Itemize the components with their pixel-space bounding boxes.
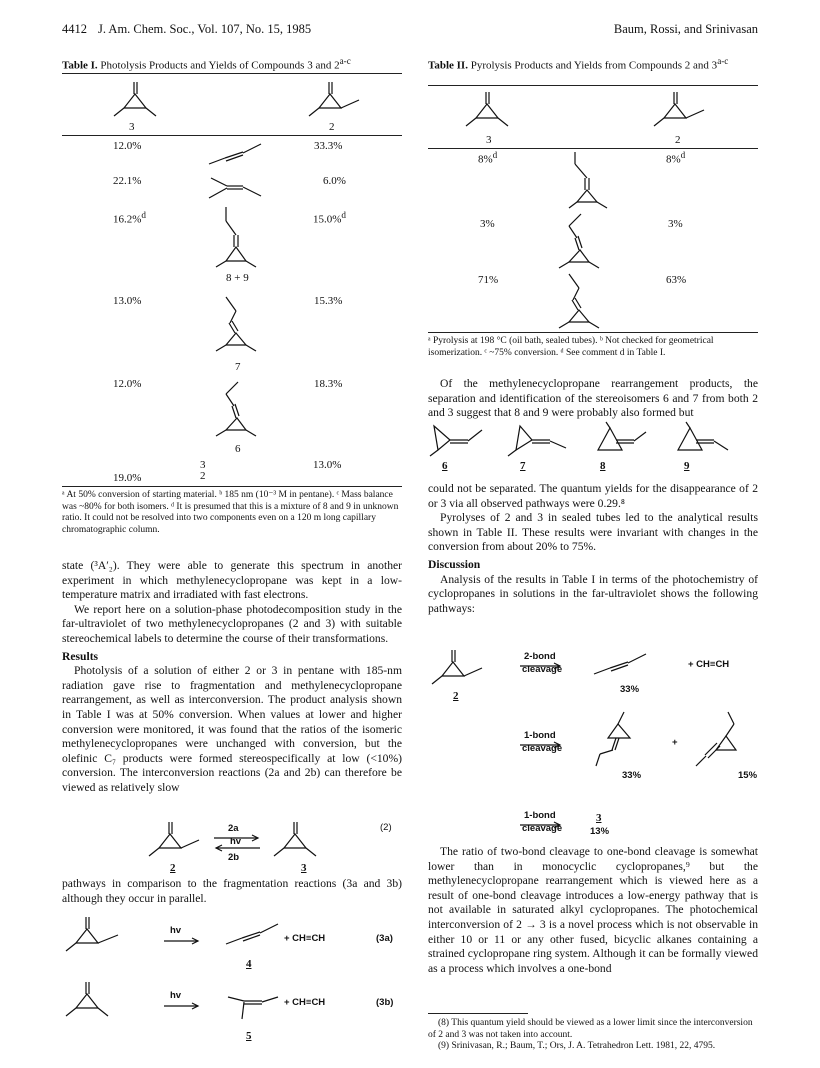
footnote-separator <box>428 1013 528 1014</box>
scheme-acetylene: + CH≡CH <box>688 659 730 670</box>
table1-row2-right: 6.0% <box>323 175 346 187</box>
scheme-yield-33b: 33% <box>622 770 642 781</box>
eq3a-number: (3a) <box>376 933 393 944</box>
structures-6-7-8-9 <box>428 420 758 460</box>
right-column-text <box>428 482 758 616</box>
references <box>428 1018 758 1053</box>
compound-4-label: 4 <box>246 958 252 970</box>
scheme-1bond-b: 1-bond <box>524 810 556 821</box>
table1-top-rule <box>62 73 402 74</box>
table1-caption-text: Photolysis Products and Yields of Compounds 3 and 2 <box>100 59 340 72</box>
scheme-product-7 <box>694 710 744 770</box>
structure-label-6: 6 <box>442 460 448 472</box>
table1-row6-right: 13.0% <box>313 459 342 471</box>
scheme-cleavage-1: cleavage <box>522 664 563 675</box>
journal-citation: J. Am. Chem. Soc., Vol. 107, No. 15, 1985 <box>98 22 312 36</box>
table2-caption-sup: a-c <box>717 56 729 66</box>
table1-footnote: ᵃ At 50% conversion of starting material. ᵇ 185 nm (10⁻³ M in pentane). ᶜ Mass balance was ~80% for both isomers. ᵈ It is presumed that this is a mixture of 8 and 9 in unknown ratio. It could not be resolved into two components even on a 120 m long capillary chromatographic column. <box>62 490 399 535</box>
eq2-structure-2 <box>145 820 205 860</box>
table2-caption-text: Pyrolysis Products and Yields from Compounds 2 and 3 <box>470 59 718 72</box>
table2-col-2: 2 <box>675 134 681 146</box>
table1-col-3: 3 <box>129 121 135 133</box>
eq3b-reactant <box>62 980 122 1020</box>
paragraph-results: Photolysis of a solution of either 2 or 3 in pentane with 185-nm radiation gave rise to fragmentation and methylenecyclopropane rearrangement, as well as interconversion. The product analysis shown in Table I was at 50% conversion. When values at lower and higher conversion were monitored, it was found that the ratios of the isomeric methylenecyclopropanes were unchanged with conversion, but the olefinic C₇ products were formed stereospecifically at low (<10%) conversion. The interconversion reactions (2a and 2b) can therefore be viewed as relatively slow <box>62 664 402 794</box>
table1-row1-right: 33.3% <box>314 140 343 152</box>
table2-row3-right: 63% <box>666 274 687 286</box>
table2-footnote: ᵃ Pyrolysis at 198 °C (oil bath, sealed tubes). ᵇ Not checked for geometrical isomerization. ᶜ ~75% conversion. ᵈ See comment d in Table I. <box>428 336 714 358</box>
paragraph-analysis: Analysis of the results in Table I in terms of the photochemistry of cyclopropanes in solutions in the far-ultraviolet shows the following pathways: <box>428 572 758 615</box>
scheme-yield-33a: 33% <box>620 684 640 695</box>
eq2-hv: hv <box>230 836 242 847</box>
table1-row6-label-b: 2 <box>200 470 206 482</box>
table1-row1-structure <box>205 140 265 170</box>
table2-top-rule <box>428 85 758 86</box>
paragraph-report: We report here on a solution-phase photodecomposition study in the far-ultraviolet of two methylenecyclopropanes (2 and 3) with suitable stereochemical labels to determine the course of their transformations. <box>62 602 402 645</box>
table1-row4-label: 7 <box>235 361 241 373</box>
table1-col-2: 2 <box>329 121 335 133</box>
paragraph-state: state (³A′₂). They were able to generate this spectrum in another experiment in which methylenecyclopropane was kept in a low-temperature matrix and irradiated with fast electrons. <box>62 559 402 602</box>
table1-row1-left: 12.0% <box>113 140 142 152</box>
table2-structure-3 <box>462 90 512 130</box>
eq3a-hv: hv <box>170 925 182 936</box>
scheme-label-3: 3 <box>596 812 602 824</box>
table2-row2-structure <box>555 212 605 272</box>
discussion-heading: Discussion <box>428 557 481 571</box>
table1-bottom-rule <box>62 486 402 487</box>
table1-header-rule <box>62 135 402 136</box>
table2-header-rule <box>428 148 758 149</box>
table1-row2-left: 22.1% <box>113 175 142 187</box>
table1-row6-left: 19.0% <box>113 472 142 484</box>
table1-row6-label-a: 3 <box>200 459 206 471</box>
scheme-2bond: 2-bond <box>524 651 556 662</box>
eq2-top-label: 2a <box>228 823 239 834</box>
running-authors: Baum, Rossi, and Srinivasan <box>613 22 758 36</box>
scheme-product-6 <box>594 710 644 770</box>
reference-9: (9) Srinivasan, R.; Baum, T.; Ors, J. A. Tetrahedron Lett. 1981, 22, 4795. <box>438 1041 716 1051</box>
scheme-1bond-a: 1-bond <box>524 730 556 741</box>
table2-col-3: 3 <box>486 134 492 146</box>
eq2-label-3: 3 <box>301 862 307 874</box>
paragraph-rearrangement: Of the methylenecyclopropane rearrangement products, the separation and identification of the stereoisomers 6 and 7 from both 2 and 3 suggest that 8 and 9 were probably also formed but <box>428 377 758 420</box>
eq3b-product-5 <box>222 985 282 1025</box>
table2-row1-structure <box>565 150 615 210</box>
eq2-bottom-label: 2b <box>228 852 240 863</box>
table1-caption-sup: a-c <box>339 56 351 66</box>
structure-label-7: 7 <box>520 460 526 472</box>
table2-row1-right: 8%$^d$ <box>666 150 686 166</box>
table2-bottom-rule <box>428 332 758 333</box>
eq3b-number: (3b) <box>376 997 394 1008</box>
table2-row3-structure <box>555 272 605 332</box>
eq3a-acetylene: + CH≡CH <box>284 933 326 944</box>
scheme-yield-15: 15% <box>738 770 758 781</box>
eq3a-reactant <box>62 915 126 955</box>
eq2-number: (2) <box>380 822 392 833</box>
table1-row5-left: 12.0% <box>113 378 142 390</box>
structure-label-8: 8 <box>600 460 606 472</box>
eq3b-acetylene: + CH≡CH <box>284 997 326 1008</box>
table1-row5-label: 6 <box>235 443 241 455</box>
table1-row4-right: 15.3% <box>314 295 343 307</box>
paragraph-pyrolyses: Pyrolyses of 2 and 3 in sealed tubes led to the analytical results shown in Table II. These results were invariant with changes in the conversion from about 20% to 75%. <box>428 511 758 554</box>
table2-row2-left: 3% <box>480 218 495 230</box>
table1-row3-left: 16.2%$^d$ <box>113 210 146 226</box>
table1-row4-left: 13.0% <box>113 295 142 307</box>
table1-row4-structure <box>212 295 262 355</box>
scheme-cleavage-2: cleavage <box>522 743 563 754</box>
table2-row2-right: 3% <box>668 218 683 230</box>
results-heading: Results <box>62 649 99 663</box>
table1-row3-right: 15.0%$^d$ <box>313 210 346 226</box>
eq3a-arrow <box>164 937 204 945</box>
table1-caption <box>62 55 402 73</box>
table1-structure-2 <box>305 80 365 120</box>
eq2-structure-3 <box>270 820 320 860</box>
scheme-product-olefin <box>590 650 650 680</box>
table2-row3-left: 71% <box>478 274 499 286</box>
structure-label-9: 9 <box>684 460 690 472</box>
scheme-yield-13: 13% <box>590 826 610 837</box>
paragraph-pathways: pathways in comparison to the fragmentation reactions (3a and 3b) although they occur in parallel. <box>62 877 402 905</box>
table1-row5-structure <box>212 380 262 440</box>
paragraph-quantum-yield: could not be separated. The quantum yields for the disappearance of 2 or 3 via all observed pathways were 0.29.⁸ <box>428 482 758 510</box>
table1-row5-right: 18.3% <box>314 378 343 390</box>
table1-structure-3 <box>110 80 160 120</box>
compound-5-label: 5 <box>246 1030 252 1042</box>
reference-8: (8) This quantum yield should be viewed as a lower limit since the interconversion of 2 and 3 was not taken into account. <box>428 1018 753 1040</box>
eq3a-product-4 <box>222 920 282 950</box>
table1-row2-structure <box>205 172 265 202</box>
table1-label: Table I. <box>62 59 98 72</box>
eq2-label-2: 2 <box>170 862 176 874</box>
table2-structure-2 <box>650 90 710 130</box>
table1-row3-structure <box>212 205 262 270</box>
left-column-text <box>62 559 402 796</box>
scheme-reactant-2 <box>428 648 488 688</box>
scheme-cleavage-3: cleavage <box>522 823 563 834</box>
page-number: 4412 <box>62 22 87 36</box>
eq3b-hv: hv <box>170 990 182 1001</box>
eq3b-arrow <box>164 1002 204 1010</box>
table2-label: Table II. <box>428 59 468 72</box>
paragraph-ratio: The ratio of two-bond cleavage to one-bond cleavage is somewhat lower than in monocyclic cyclopropanes,⁹ but the methylenecyclopropane rearrangement which is viewed here as a result of one-bond cleavage introduces a low-energy pathway that is not available in saturated alkyl cyclopropanes. The photochemical interconversion of 2 → 3 is a novel process which is not observable in either 10 or 11 or any other fused, bicyclic alkanes containing a strained cyclopropane ring system. Although it can be formally viewed as a process which involves a one-bond <box>428 845 758 975</box>
table1-row3-label: 8 + 9 <box>226 272 249 284</box>
scheme-label-2: 2 <box>453 690 459 702</box>
table2-row1-left: 8%$^d$ <box>478 150 498 166</box>
table2-caption <box>428 55 758 73</box>
scheme-plus: + <box>672 737 678 748</box>
